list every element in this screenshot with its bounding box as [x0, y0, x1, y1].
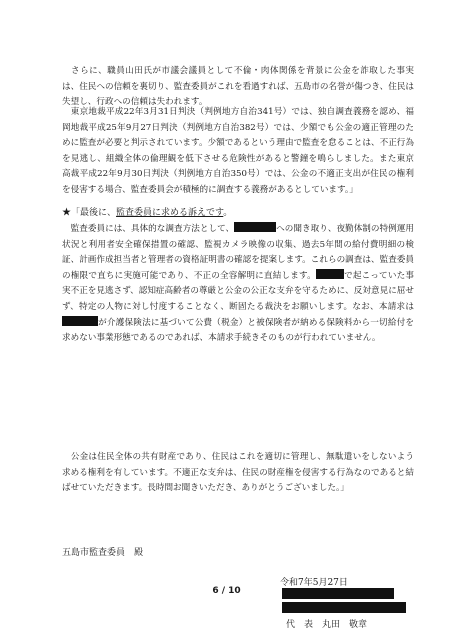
signer: 代 表 丸田 敬章: [286, 620, 368, 630]
redaction-block: [234, 222, 276, 232]
redaction-block: [282, 602, 406, 613]
paragraph-3-part-3: で起こっていた事実不正を見逃さず、認知症高齢者の尊厳と公金の公正な支弁を守るために、反対意見に屈せず、特定の人物に対し忖度することなく、断固たる裁決をお願いします。なお、本請求は: [62, 270, 414, 312]
paragraph-3-part-4: が介護保険法に基づいて公費（税金）と被保険者が納める保険料から一切給付を求めない事業形態であるのであれば、本請求手続きそのものが行われていません。: [62, 317, 414, 344]
document-date: 令和7年5月27日: [280, 578, 348, 588]
section-heading: [62, 206, 232, 221]
redaction-block: [316, 269, 344, 279]
page-number: 6 / 10: [212, 586, 241, 596]
paragraph-3-part-1: 監査委員には、具体的な調査方法として、: [62, 224, 235, 234]
heading-suffix: 。: [223, 208, 233, 218]
paragraph-4: 公金は住民全体の共有財産であり、住民はこれを適切に管理し、無駄遣いをしないよう求める権利を有しています。不適正な支弁は、住民の財産権を侵害する行為なのであると結ばせていただきます。長時間お聞きいただき、ありがとうございました。」: [62, 452, 414, 494]
paragraph-2: 東京地裁平成22年3月31日判決（判例地方自治341号）では、独自調査義務を認め、福岡地裁平成25年9月27日判決（判例地方自治382号）では、少額でも公金の適正管理のために監査が必要と判示されています。少額であるという理由で監査を怠ることは、不正行為を見逃し、組織全体の倫理観を低下させる危険性があると警鐘を鳴らしました。また東京高裁平成22年9月30日判決（判例地方自治350号）では、公金の不適正支出が住民の権利を侵害する場合、監査委員会が積極的に調査する義務があるとしています。」: [62, 107, 414, 195]
heading-prefix: ★「最後に、: [62, 208, 117, 218]
redaction-block: [62, 316, 98, 326]
paragraph-3: [62, 222, 414, 347]
heading-emphasis: 監査委員に求める訴えです: [116, 208, 224, 218]
paragraph-1: さらに、職員山田氏が市議会議員として不倫・肉体関係を背景に公金を詐取した事実は、住民への信頼を裏切り、監査委員がこれを看過すれば、五島市の名誉が傷つき、住民は失望し、行政への信頼は失われます。: [62, 66, 415, 108]
addressee: 五島市監査委員 殿: [62, 548, 144, 558]
paragraph-3-part-2: への聞き取り、夜勤体制の特例運用状況と利用者安全確保措置の確認、監視カメラ映像の収集、過去5年間の給付費明細の検証、計画作成担当者と管理者の資格証明書の確認を提案します。これらの調査は、監査委員の権限で直ちに実施可能であり、不正の全容解明に直結します。: [62, 224, 414, 281]
